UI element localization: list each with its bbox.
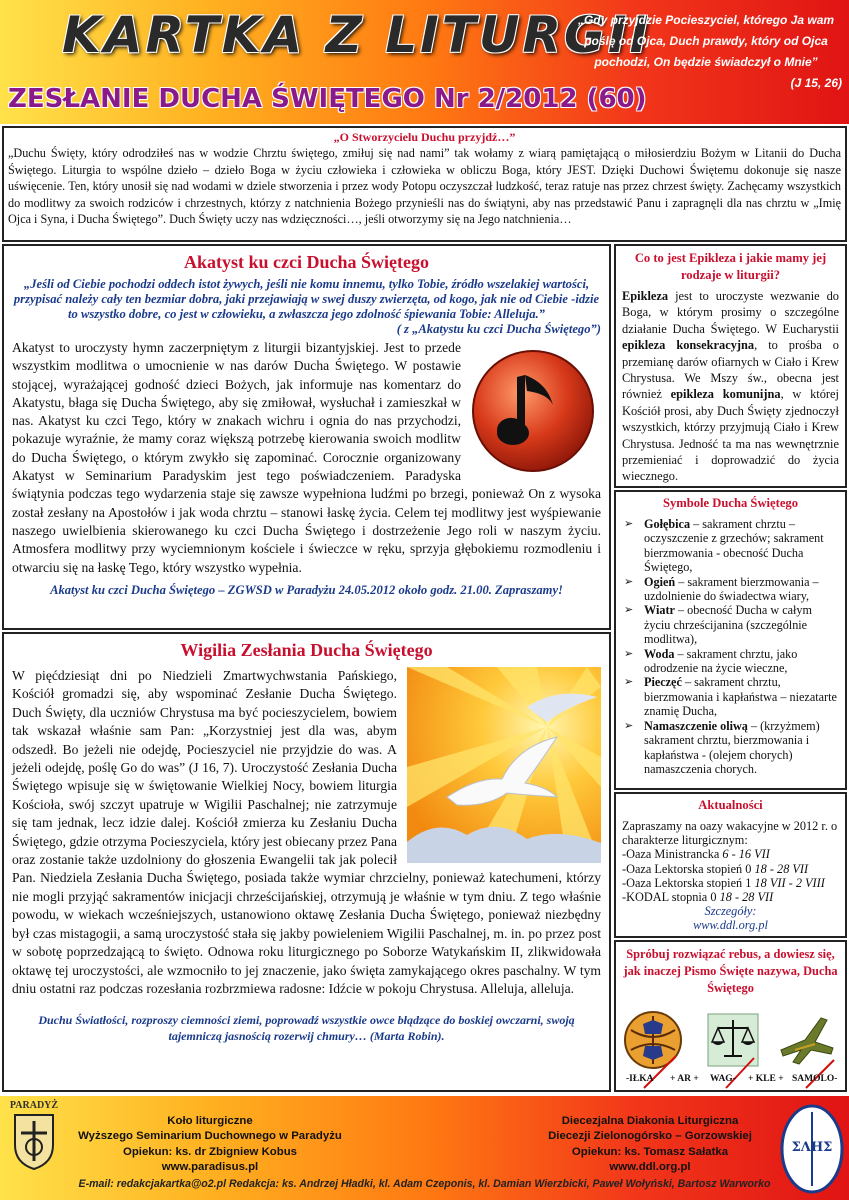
oaza-name: -KODAL stopnia 0 [622,890,720,905]
akatyst-source: ( z „Akatystu ku czci Ducha Świętego”) [396,322,601,336]
footer-left [60,1114,360,1176]
aktualnosci-title: Aktualności [698,798,763,812]
dove-sunburst-image [407,667,601,863]
symbol-desc: – (krzyżmem) sakrament chrztu, bierzmowania i kapłaństwa - (olejem chorych) namaszczenia chorych. [644,718,820,776]
epikleza-komunijna: epikleza komunijna [670,387,781,402]
footer-right-line: Diecezjalna Diakonia Liturgiczna [561,1115,739,1127]
symbole-box [614,490,847,790]
arrow-bullet-icon: ➢ [624,604,634,617]
symbol-name: Wiatr [644,603,675,618]
rebus-label-2: + AR + [670,1074,699,1084]
symbol-desc: – sakrament chrztu, bierzmowania i kapłaństwa – niezatarte znamię Ducha, [644,675,837,719]
epikleza-text-2: , to prośba o przemianę darów ofiarnych w Ciało i Krew Chrystusa. We Mszy św., obecna jest również [622,338,839,402]
symbol-desc: – sakrament chrztu, jako odrodzenie na życie wieczne, [644,646,798,676]
epikleza-text-1: jest to uroczyste wezwanie do Boga, w którym prosimy o szczególne działanie Ducha Świętego. W Eucharystii [622,289,839,336]
oaza-dates: 18 VII - 2 VIII [754,875,825,890]
rebus-title: Spróbuj rozwiązać rebus, a dowiesz się, jak inaczej Pismo Święte nazywa, Ducha Świętego [623,947,838,995]
epikleza-konsekracyjna: epikleza konsekracyjna [622,338,755,353]
list-item [622,575,839,604]
header-quote [570,10,842,94]
footer-left-line: Wyższego Seminarium Duchownego w Paradyżu [78,1130,342,1143]
akatyst-title: Akatyst ku czci Ducha Świętego [184,252,429,272]
paradyz-crest-icon [11,1111,57,1171]
symbol-desc: – sakrament chrztu – oczyszczenie z grzechów; sakrament bierzmowania - obecność Ducha Świętego, [644,517,824,575]
oaza-name: -Oaza Ministrancka [622,847,723,862]
akatyst-body-wrap [12,339,601,577]
music-note-icon [469,347,597,475]
symbol-name: Pieczęć [644,675,682,690]
arrow-bullet-icon: ➢ [624,518,634,530]
rebus-label-4: + KLE + [748,1074,784,1084]
list-item [622,876,839,890]
symbol-name: Ogień [644,574,676,589]
intro-title: „O Stworzycielu Duchu przyjdź…” [333,130,516,144]
akatyst-footer: Akatyst ku czci Ducha Świętego – ZGWSD w Paradyżu 24.05.2012 około godz. 21.00. Zapraszamy! [50,582,563,597]
intro-text: „Duchu Święty, który odrodziłeś nas w wodzie Chrztu świętego, zmiłuj się nad nami” tak wołamy z wiarą pamiętającą o miłosierdziu Bożym w Litanii do Ducha Świętego. Liturgia to wspólne dzieło – dzieło Boga w życiu człowieka i człowieka w obliczu Boga, który JEST. Dzięki Duchowi Świętemu dokonuje się nasze uświęcenie. Ten, który unosił się nad wodami w dziele stworzenia i przez wody Potopu oczyszczał ludzkość, teraz ratuje nas przez chrzest święty. Zachęcamy wszystkich do modlitwy za swoich rodziców i chrzestnych, którzy z natchnienia Bożego przynieśli nas do świątyni, aby nas przedstawić Panu i zapragnęli dla nas chrztu w „Imię Ojca i Syna, i Ducha Świętego”. Duch Święty uczy nas wdzięczności…, jeśli otworzymy się na Jego natchnienia… [8,146,841,227]
arrow-bullet-icon: ➢ [624,647,634,660]
oaza-dates: 18 - 28 VII [719,890,774,905]
symbol-name: Woda [644,646,675,661]
header-quote-ref: (J 15, 26) [790,76,842,90]
list-item [622,890,839,904]
oaza-dates: 6 - 16 VII [722,847,770,862]
arrow-bullet-icon: ➢ [624,676,634,689]
footer-right [522,1114,778,1176]
footer-left-link[interactable]: www.paradisus.pl [161,1161,259,1174]
list-item [622,862,839,876]
symbole-title: Symbole Ducha Świętego [662,496,799,510]
footer-left-line: Opiekun: ks. dr Zbigniew Kobus [122,1145,298,1158]
oaza-dates: 18 - 28 VII [754,861,809,876]
header-quote-text: „Gdy przyjdzie Pocieszyciel, którego Ja wam poślę od Ojca, Duch prawdy, który od Ojca pochodzi, On będzie świadczył o Mnie” [577,13,835,69]
intro-box [2,126,847,242]
wigilia-body: W pięćdziesiąt dni po Niedzieli Zmartwychwstania Pańskiego, Kościół gromadzi się, aby wspominać Zesłanie Ducha Świętego. Duch Święty, dla uczniów Chrystusa ma być pocieszycielem, bowiem tak wskazał właśnie sam Pan: „Korzystniej jest dla was, abym odszedł. Bo jeżeli nie odejdę, Pocieszyciel nie przyjdzie do was. A jeżeli odejdę, poślę Go do was” (J 16, 7). Uroczystość Zesłania Ducha Świętego wpisuje się w świętowanie Wielkiej Nocy, bowiem liturgia Kościoła, swój szczyt upatruje w Wigilii Paschalnej; nie zatrzymuje się tam jednak, lecz idzie dalej. Kościół zmierza ku Zesłaniu Ducha Świętego, gdzie otrzyma Pocieszyciela, który jest obiecany przez Pana oraz zostanie także uzdolniony do głoszenia Ewangelii tak jak polecił Pan. Niedziela Zesłania Ducha Świętego, posiada także wymiar chrzcielny, ponieważ katechumeni, którzy nie mogli przyjąć sakramentów inicjacji chrześcijańskiej, otrzymują je właśnie w tym dniu. Z tego właśnie powodu, w wiekach wcześniejszych, ustanowiono oktawę Zesłania Ducha Świętego, ponieważ niezbędny był czas mistagogii, a samą uroczystość stała się jakby powieleniem Wigilii Paschalnej, m. in. po przez post w sobotę poprzedzającą to święto. Odnowa roku liturgicznego po Soborze Watykańskim II, zlikwidowała oktawę tej uroczystości, ale wzmocniło to jej znaczenie, jako święta zamykającego okres paschalny. W tym dniu ostatni raz podczas rozesłania rozbrzmiewa radosne: Idźcie w pokoju Chrystusa. Alleluja, alleluja. [12,668,601,996]
aktualnosci-box [614,792,847,938]
akatyst-article [2,244,611,630]
footer-right-line: Diecezji Zielonogórsko – Gorzowskiej [548,1130,752,1143]
symbol-name: Namaszczenie oliwą [644,718,748,733]
symbol-desc: – obecność Ducha w całym życiu chrześcijanina (szczególnie modlitwa), [644,603,812,647]
epikleza-text-3: , w której Kościół prosi, aby Duch Święty zjednoczył wszystkich, którzy przyjmują Ciało i Krew Chrystusa. Jedność ta ma nas wewnętrznie przemieniać i doprowadzić do życia wiecznego. [622,387,839,484]
paradyz-logo-label: PARADYŻ [9,1100,59,1111]
rebus-label-3: WAG- [710,1074,736,1084]
wigilia-body-wrap [12,667,601,998]
list-item [622,647,839,676]
epikleza-box [614,244,847,488]
footer-left-line: Koło liturgiczne [167,1115,253,1127]
oaza-name: -Oaza Lektorska stopień 0 [622,861,755,876]
list-item [622,603,839,646]
masthead-title: KARTKA Z LITURGII [62,6,652,64]
arrow-bullet-icon: ➢ [624,575,634,588]
footer-right-link[interactable]: www.ddl.org.pl [609,1161,691,1174]
footer-right-line: Opiekun: ks. Tomasz Sałatka [571,1145,729,1158]
akatyst-quote: „Jeśli od Ciebie pochodzi oddech istot żywych, jeśli nie komu innemu, tylko Tobie, źródło wszelakiej wartości, przypisać należy cały ten bezmiar dobra, jaki przejawiają w swej duszy zwierzęta, od kogo, jak nie od Ciebie -idzie to wszystko dobre, co jest w człowieku, a zwłaszcza jego zdolność śpiewania Tobie: Alleluja.” [13,277,600,321]
arrow-bullet-icon: ➢ [624,719,634,732]
ddl-link[interactable]: www.ddl.org.pl [693,918,768,933]
edition-title: ZESŁANIE DUCHA ŚWIĘTEGO Nr 2/2012 (60) [8,84,647,114]
list-item [622,675,839,718]
akatyst-body: Akatyst to uroczysty hymn zaczerpniętym z liturgii bizantyjskiej. Jest to przede wszystkim modlitwa o umocnienie w nas darów Ducha Świętego. W postawie stojącej, wyrażającej godność dzieci Bożych, jak informuje nas komentarz do Akatystu, błaga się Ducha Świętego, aby się zmiłował, wysłuchał i zamieszkał w nas. Akatyst ku czci Tego, który w znakach wichru i ognia do nas przychodzi, pokazuje wyraźnie, że mamy coraz większą potrzebę kierowania swoich modlitw do Ducha Świętego, o którym zwykło się zapominać. Corocznie organizowany Akatyst w Seminarium Paradyskim jest tego poświadczeniem. Paradyska świątynia podczas tego wydarzenia staje się zawsze wypełniona ludźmi po brzegi, ponieważ On z wysoka został zesłany na Apostołów i jak woda chrztu – stanowi łaskę życia. Celem tej modlitwy jest wyśpiewanie naszego uwielbienia skierowanego ku czci Ducha Świętego i dostrzeżenie Jego roli w naszym życiu. Atmosfera modlitwy przy wyciemnionym kościele i świeczce w ręku, sprzyja głębokiemu rozmodleniu i otwarciu się na łaskę Tego, który wszystko wypełnia. [12,340,601,575]
rebus-label-5: SAMOLO- [792,1074,838,1084]
aktualnosci-intro: Zapraszamy na oazy wakacyjne w 2012 r. o charakterze liturgicznym: [622,819,838,848]
epikleza-term: Epikleza [622,289,669,303]
symbol-name: Gołębica [644,517,691,531]
diakonia-logo-text: ΣΛΗΣ [791,1140,833,1155]
symbol-desc: – sakrament bierzmowania – uzdolnienie do świadectwa wiary, [644,574,819,604]
wigilia-title: Wigilia Zesłania Ducha Świętego [180,640,433,660]
wigilia-article [2,632,611,1092]
symbole-list [622,517,839,776]
list-item [622,847,839,861]
rebus-label-1: -IŁKA [626,1074,654,1084]
aktualnosci-body [622,819,839,933]
oaza-name: -Oaza Lektorska stopień 1 [622,875,755,890]
details-label: Szczegóły: [704,904,757,919]
wigilia-footer: Duchu Światłości, rozproszy ciemności ziemi, poprowadź wszystkie owce błądzące do boskiej owczarni, swoją tajemniczą jasnością rozerwij chmury… (Marta Robin). [38,1013,575,1044]
list-item [622,719,839,777]
epikleza-body [622,288,839,485]
epikleza-title: Co to jest Epikleza i jakie mamy jej rodzaje w liturgii? [634,251,827,282]
paradyz-logo [6,1100,62,1176]
footer-email-editors: E-mail: redakcjakartka@o2.pl Redakcja: ks. Andrzej Hładki, kl. Adam Czeponis, kl. Damian Wierzbicki, Paweł Wołyński, Bartosz Warworko [78,1178,771,1190]
list-item [622,517,839,575]
